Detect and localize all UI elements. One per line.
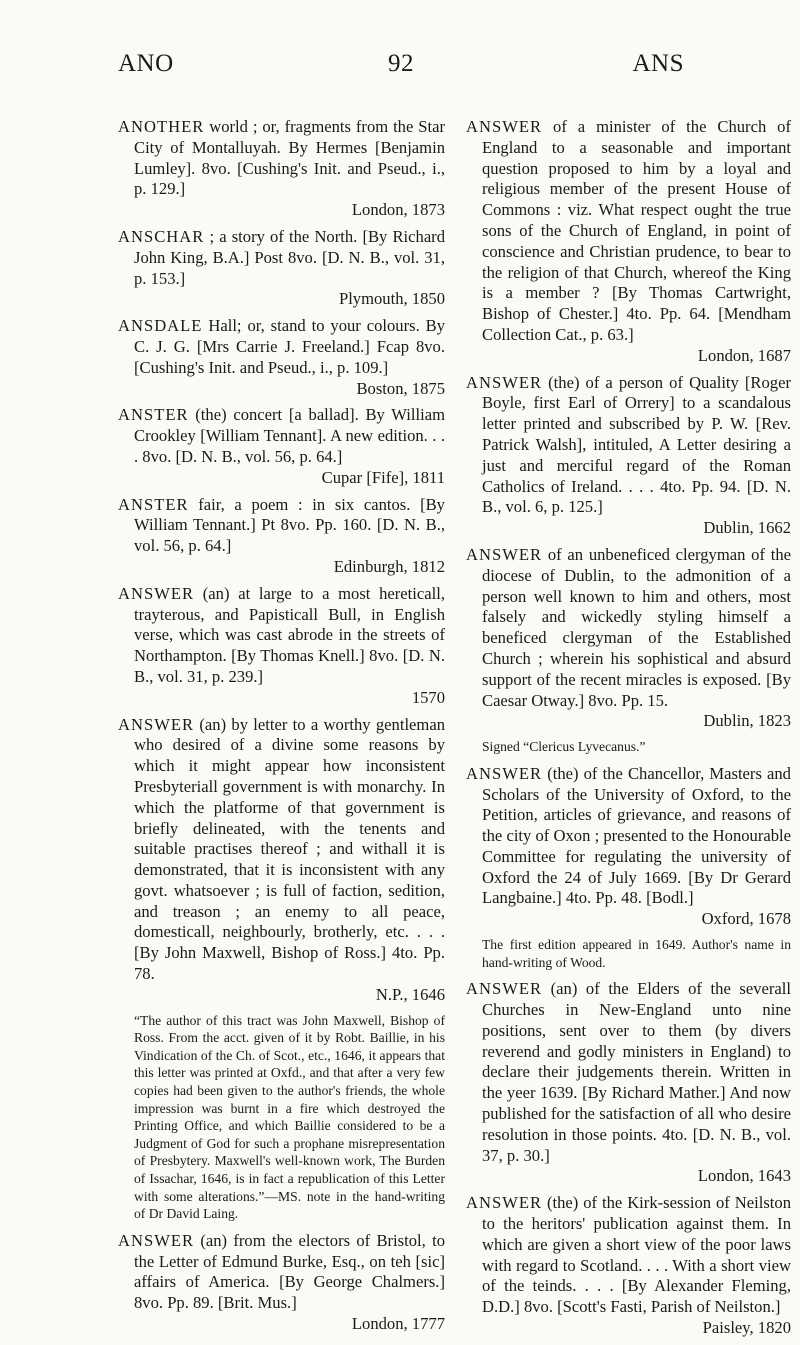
- entry-text: (the) of the Chancellor, Masters and Scholars of the University of Oxford, to the Petition, articles of grievance, and reasons of the city of Oxon ; presented to the Honourable Committee for regulating the university of Oxford the 24 of July 1669. [By Dr Gerard Langbaine.] 4to. Pp. 48. [Bodl.]: [482, 763, 791, 908]
- entry-note: The first edition appeared in 1649. Author's name in hand-writing of Wood.: [482, 937, 791, 970]
- entry-headword: ANSTER: [118, 494, 189, 514]
- entry-headword: ANSWER: [466, 544, 543, 564]
- entry-text: (an) from the electors of Bristol, to the Letter of Edmund Burke, Esq., on teh [sic] affairs of America. [By George Chalmers.] 8vo. Pp. 89. [Brit. Mus.]: [134, 1230, 445, 1313]
- entry-headword: ANSWER: [466, 979, 543, 999]
- header-left-word: ANO: [118, 50, 174, 77]
- entry-headword: ANSWER: [466, 117, 543, 136]
- bib-entry: [118, 316, 445, 399]
- entry-headword: ANSWER: [466, 372, 543, 392]
- bib-entry: [466, 373, 791, 539]
- entry-imprint: Paisley, 1820: [702, 1318, 791, 1338]
- entry-headword: ANSWER: [118, 1230, 195, 1250]
- right-column: [466, 117, 791, 1345]
- entry-text: (an) at large to a most hereticall, trayterous, and Papisticall Bull, in English verse, which was cast abrode in the streets of Northampton. [By Thomas Knell.] 8vo. [D. N. B., vol. 31, p. 239.]: [134, 583, 445, 686]
- left-column: [118, 117, 445, 1341]
- entry-text: Hall; or, stand to your colours. By C. J. G. [Mrs Carrie J. Freeland.] Fcap 8vo. [Cushing's Init. and Pseud., i., p. 109.]: [134, 316, 446, 377]
- page-header: [118, 50, 684, 86]
- entry-text: (an) by letter to a worthy gentleman who desired of a divine some reasons by which it might appear how inconsistent Presbyteriall government is with monarchy. In which the platforme of that government is briefly delineated, with the tenents and suitable practises thereof ; and withall it is demonstrated, that it is inconsistent with any govt. whatsoever ; is full of faction, sedition, and treason ; an enemy to all peace, domesticall, neighbourly, brotherly, etc. . . . [By John Maxwell, Bishop of Ross.] 4to. Pp. 78.: [134, 714, 445, 984]
- bib-entry: [118, 405, 445, 488]
- entry-imprint: Dublin, 1662: [703, 518, 791, 538]
- entry-imprint: Boston, 1875: [356, 378, 445, 398]
- entry-text: fair, a poem : in six cantos. [By William Tennant.] Pt 8vo. Pp. 160. [D. N. B., vol. 56, p. 64.]: [134, 494, 445, 556]
- header-right-word: ANS: [632, 50, 684, 77]
- entry-imprint: N.P., 1646: [375, 984, 445, 1004]
- entry-imprint: London, 1687: [697, 345, 791, 365]
- bib-entry: [466, 979, 791, 1187]
- entry-headword: ANSWER: [118, 714, 195, 734]
- bib-entry: [466, 545, 791, 732]
- entry-text: of a minister of the Church of England to a seasonable and important question proposed to him by a loyal and religious member of the present House of Commons : viz. What respect ought the true sons of the Church of England, in point of conscience and Christian prudence, to bear to the religion of that Church, whereof the King is a member ? [By Thomas Cartwright, Bishop of Chester.] 4to. Pp. 64. [Mendham Collection Cat., p. 63.]: [482, 117, 791, 344]
- entry-imprint: London, 1873: [351, 200, 445, 220]
- bib-entry: [118, 117, 445, 221]
- entry-headword: ANSDALE: [118, 316, 203, 336]
- entry-note: “The author of this tract was John Maxwell, Bishop of Ross. From the acct. given of it by Robt. Baillie, in his Vindication of the Ch. of Scot., etc., 1646, it appears that this letter was printed at Oxfd., and that after a very few copies had been given to the author's friends, the whole impression was burnt in a fire which destroyed the Printing Office, and which Baillie considered to be a Judgment of God for such a prophane misrepresentation of Presbytery. Maxwell's well-known work, The Burden of Issachar, 1646, is in fact a republication of this Letter with some alterations.”—MS. note in the hand-writing of Dr David Laing.: [134, 1012, 445, 1222]
- bib-entry: [466, 764, 791, 930]
- entry-imprint: Plymouth, 1850: [338, 289, 445, 309]
- bib-entry: [118, 715, 445, 1006]
- bib-entry: [118, 584, 445, 709]
- entry-imprint: Dublin, 1823: [703, 711, 791, 731]
- entry-headword: ANSWER: [118, 583, 195, 603]
- entry-text: (the) concert [a ballad]. By William Crookley [William Tennant]. A new edition. . . . 8vo. [D. N. B., vol. 56, p. 64.]: [134, 405, 445, 466]
- entry-imprint: London, 1777: [351, 1313, 445, 1333]
- entry-imprint: Oxford, 1678: [701, 909, 791, 929]
- entry-note: Signed “Clericus Lyvecanus.”: [482, 739, 646, 755]
- page-number: 92: [388, 50, 414, 77]
- bib-entry: [118, 227, 445, 310]
- entry-text: (the) of a person of Quality [Roger Boyle, first Earl of Orrery] to a scandalous letter printed and subscribed by P. W. [Rev. Patrick Walsh], intituled, A Letter desiring a just and merciful regard of the Roman Catholics of Ireland. . . . 4to. Pp. 94. [D. N. B., vol. 6, p. 125.]: [482, 372, 791, 517]
- entry-headword: ANSCHAR: [118, 226, 205, 246]
- bib-entry: [118, 495, 445, 578]
- entry-headword: ANOTHER: [118, 117, 205, 136]
- entry-text: of an unbeneficed clergyman of the diocese of Dublin, to the admonition of a person well known to him and others, most falsely and wickedly styling himself a beneficed clergyman of the Established Church ; wherein his sophistical and absurd support of the recent miracles is exposed. [By Caesar Otway.] 8vo. Pp. 15.: [482, 544, 791, 710]
- entry-text: (the) of the Kirk-session of Neilston to the heritors' publication against them. In which are given a short view of the poor laws with regard to Scotland. . . . With a short view of the teinds. . . . [By Alexander Fleming, D.D.] 8vo. [Scott's Fasti, Parish of Neilston.]: [482, 1193, 791, 1317]
- entry-imprint: Cupar [Fife], 1811: [321, 467, 445, 487]
- entry-imprint: Edinburgh, 1812: [333, 556, 445, 576]
- entry-text: ; a story of the North. [By Richard John King, B.A.] Post 8vo. [D. N. B., vol. 31, p. 153.]: [134, 226, 446, 288]
- entry-imprint: London, 1643: [697, 1166, 791, 1186]
- bib-entry: [466, 1193, 791, 1339]
- entry-headword: ANSWER: [466, 763, 543, 783]
- entry-text: world ; or, fragments from the Star City of Montalluyah. By Hermes [Benjamin Lumley]. 8vo. [Cushing's Init. and Pseud., i., p. 129.]: [134, 117, 445, 199]
- bib-entry: [466, 117, 791, 367]
- entry-imprint: 1570: [411, 687, 445, 707]
- bib-entry: [118, 1231, 445, 1335]
- entry-headword: ANSWER: [466, 1193, 543, 1213]
- entry-text: (an) of the Elders of the severall Churches in New-England unto nine positions, sent over to them (by divers reverend and godly ministers in England) to declare their judgements therein. Written in the yeer 1639. [By Richard Mather.] And now published for the satisfaction of all who desire resolution in those points. 4to. [D. N. B., vol. 37, p. 30.]: [482, 979, 791, 1165]
- entry-headword: ANSTER: [118, 405, 189, 425]
